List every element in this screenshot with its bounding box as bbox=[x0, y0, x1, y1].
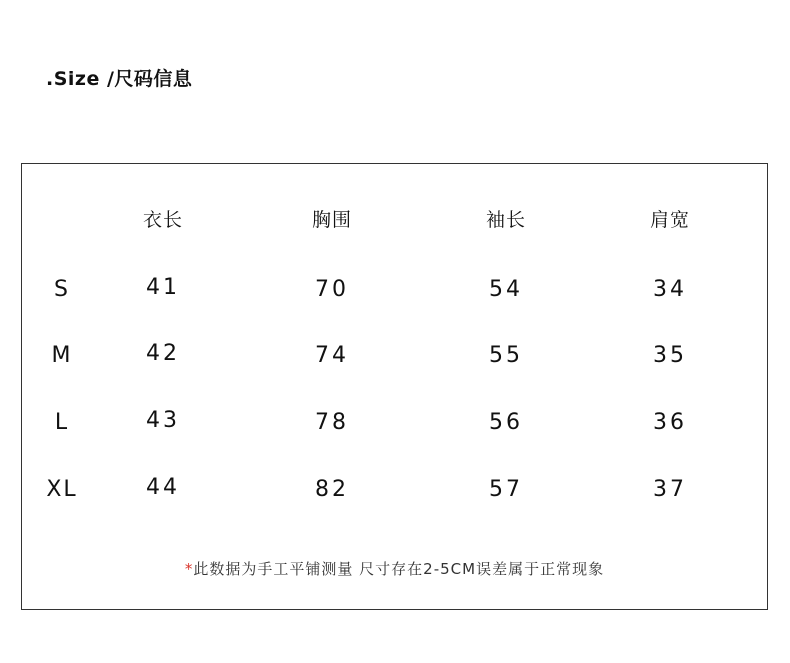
measurement-cell: 43 bbox=[146, 408, 180, 433]
measurement-cell: 70 bbox=[315, 277, 349, 302]
column-header: 肩宽 bbox=[649, 209, 691, 231]
note-asterisk: * bbox=[184, 560, 194, 578]
column-header: 胸围 bbox=[311, 209, 353, 231]
note-text: 此数据为手工平铺测量 尺寸存在2-5CM误差属于正常现象 bbox=[193, 560, 605, 578]
measurement-cell: 56 bbox=[489, 410, 523, 435]
size-label: XL bbox=[46, 477, 78, 502]
measurement-cell: 54 bbox=[489, 277, 523, 302]
measurement-cell: 78 bbox=[315, 410, 349, 435]
column-header: 袖长 bbox=[485, 209, 527, 231]
page-title: .Size /尺码信息 bbox=[46, 68, 193, 90]
measurement-cell: 35 bbox=[653, 343, 687, 368]
size-label: M bbox=[51, 343, 73, 368]
measurement-cell: 34 bbox=[653, 277, 687, 302]
measurement-cell: 37 bbox=[653, 477, 687, 502]
size-table bbox=[21, 163, 768, 610]
measurement-cell: 44 bbox=[146, 475, 180, 500]
measurement-note bbox=[22, 558, 767, 579]
measurement-cell: 57 bbox=[489, 477, 523, 502]
measurement-cell: 36 bbox=[653, 410, 687, 435]
size-label: L bbox=[54, 410, 70, 435]
measurement-cell: 55 bbox=[489, 343, 523, 368]
measurement-cell: 74 bbox=[315, 343, 349, 368]
size-label: S bbox=[54, 277, 70, 302]
measurement-cell: 82 bbox=[315, 477, 349, 502]
measurement-cell: 42 bbox=[146, 341, 180, 366]
measurement-cell: 41 bbox=[146, 275, 180, 300]
column-header: 衣长 bbox=[142, 209, 184, 231]
